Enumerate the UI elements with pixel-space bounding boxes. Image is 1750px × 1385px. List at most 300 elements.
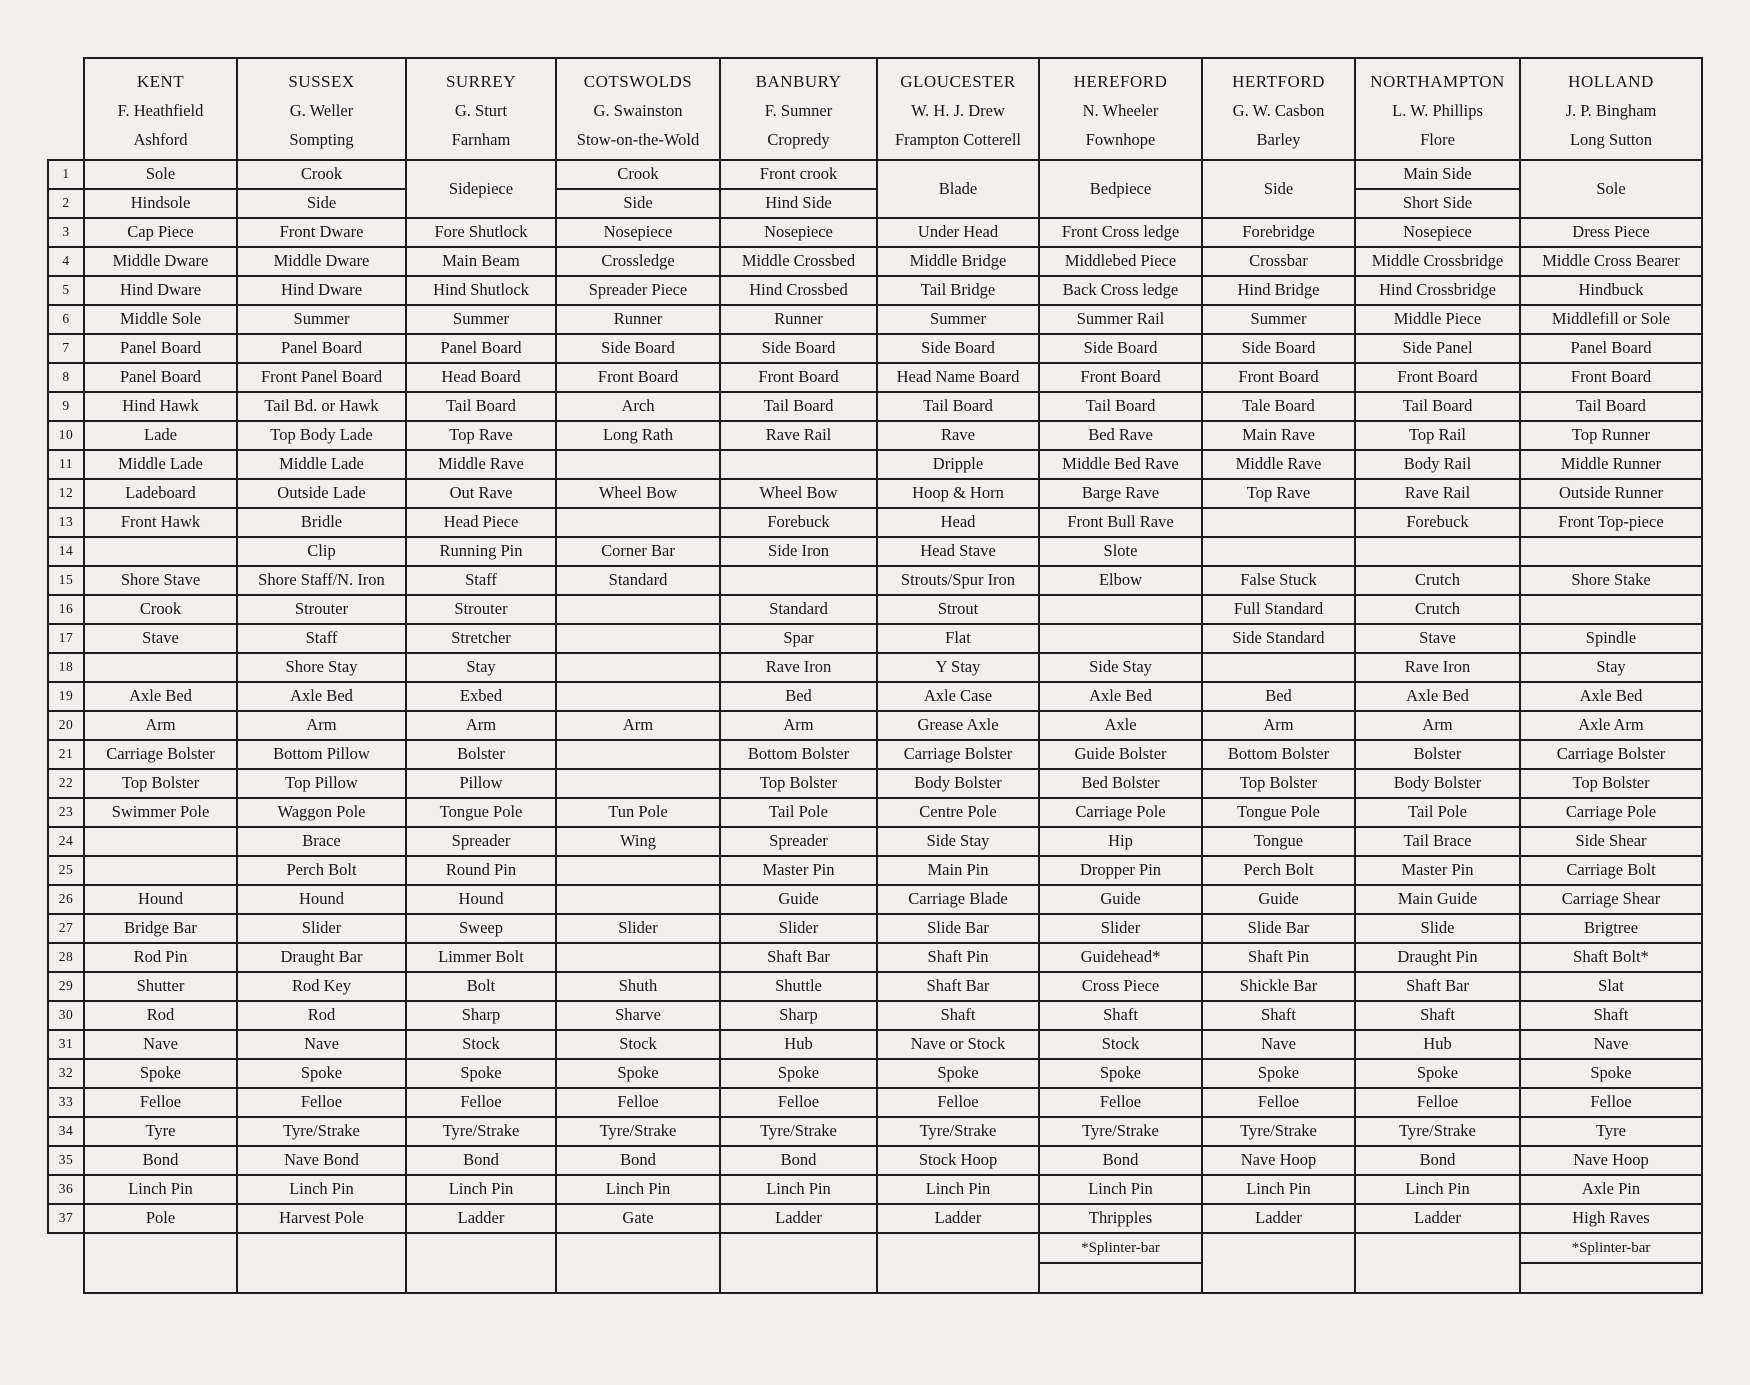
cell-cotswolds: Arm bbox=[556, 711, 720, 740]
cell-banbury: Front crook bbox=[720, 160, 877, 189]
table-row bbox=[48, 1030, 1702, 1059]
table-row bbox=[48, 1001, 1702, 1030]
cell-holland: Middle Runner bbox=[1520, 450, 1702, 479]
cell-kent: Nave bbox=[84, 1030, 237, 1059]
cell-holland: Panel Board bbox=[1520, 334, 1702, 363]
cell-kent: Shutter bbox=[84, 972, 237, 1001]
cell-northampton: Master Pin bbox=[1355, 856, 1520, 885]
cell-sussex: Shore Stay bbox=[237, 653, 406, 682]
row-number: 4 bbox=[48, 247, 84, 276]
cell-sussex: Harvest Pole bbox=[237, 1204, 406, 1233]
cell-sussex: Clip bbox=[237, 537, 406, 566]
cell-surrey: Head Piece bbox=[406, 508, 556, 537]
cell-hertford: Summer bbox=[1202, 305, 1355, 334]
cell-hertford bbox=[1202, 653, 1355, 682]
cell-banbury: Spar bbox=[720, 624, 877, 653]
cell-kent: Arm bbox=[84, 711, 237, 740]
column-header-northampton bbox=[1355, 58, 1520, 160]
table-row bbox=[48, 1117, 1702, 1146]
row-number: 37 bbox=[48, 1204, 84, 1233]
cell-banbury: Arm bbox=[720, 711, 877, 740]
table-row bbox=[48, 189, 1702, 218]
footnote-kent bbox=[84, 1233, 237, 1293]
cell-banbury: Sharp bbox=[720, 1001, 877, 1030]
cell-northampton: Forebuck bbox=[1355, 508, 1520, 537]
column-county: SUSSEX bbox=[288, 72, 355, 91]
cell-sussex: Rod bbox=[237, 1001, 406, 1030]
cell-northampton: Nosepiece bbox=[1355, 218, 1520, 247]
cell-sussex: Middle Dware bbox=[237, 247, 406, 276]
cell-sussex: Panel Board bbox=[237, 334, 406, 363]
cell-cotswolds bbox=[556, 508, 720, 537]
column-place: Flore bbox=[1420, 130, 1455, 149]
cell-kent: Top Bolster bbox=[84, 769, 237, 798]
row-number: 7 bbox=[48, 334, 84, 363]
cell-sussex: Axle Bed bbox=[237, 682, 406, 711]
cell-holland: Nave Hoop bbox=[1520, 1146, 1702, 1175]
cell-cotswolds: Spreader Piece bbox=[556, 276, 720, 305]
cell-gloucester: Rave bbox=[877, 421, 1039, 450]
cell-northampton: Crutch bbox=[1355, 595, 1520, 624]
cell-cotswolds: Crossledge bbox=[556, 247, 720, 276]
cell-cotswolds: Front Board bbox=[556, 363, 720, 392]
cell-hereford: Tail Board bbox=[1039, 392, 1202, 421]
cell-northampton: Side Panel bbox=[1355, 334, 1520, 363]
cell-surrey: Top Rave bbox=[406, 421, 556, 450]
cell-banbury: Tyre/Strake bbox=[720, 1117, 877, 1146]
cell-hereford: Axle Bed bbox=[1039, 682, 1202, 711]
cell-surrey: Panel Board bbox=[406, 334, 556, 363]
cell-sussex: Side bbox=[237, 189, 406, 218]
column-header-gloucester bbox=[877, 58, 1039, 160]
cell-cotswolds bbox=[556, 885, 720, 914]
row-number: 20 bbox=[48, 711, 84, 740]
row-number: 35 bbox=[48, 1146, 84, 1175]
column-informant: N. Wheeler bbox=[1082, 101, 1159, 120]
cell-surrey: Bolster bbox=[406, 740, 556, 769]
cell-hertford: Side Board bbox=[1202, 334, 1355, 363]
table-row bbox=[48, 421, 1702, 450]
cell-holland: Front Top-piece bbox=[1520, 508, 1702, 537]
cell-northampton: Body Bolster bbox=[1355, 769, 1520, 798]
cell-banbury: Bed bbox=[720, 682, 877, 711]
cell-holland: Spoke bbox=[1520, 1059, 1702, 1088]
cell-banbury: Hind Crossbed bbox=[720, 276, 877, 305]
cell-banbury: Tail Board bbox=[720, 392, 877, 421]
table-row bbox=[48, 914, 1702, 943]
cell-cotswolds: Wheel Bow bbox=[556, 479, 720, 508]
cell-surrey: Stretcher bbox=[406, 624, 556, 653]
cell-gloucester: Tail Bridge bbox=[877, 276, 1039, 305]
cell-cotswolds: Tyre/Strake bbox=[556, 1117, 720, 1146]
cell-surrey: Felloe bbox=[406, 1088, 556, 1117]
cell-northampton: Slide bbox=[1355, 914, 1520, 943]
row-number: 23 bbox=[48, 798, 84, 827]
cell-hertford: Guide bbox=[1202, 885, 1355, 914]
cell-hertford: Shaft Pin bbox=[1202, 943, 1355, 972]
cell-gloucester: Spoke bbox=[877, 1059, 1039, 1088]
table-row bbox=[48, 363, 1702, 392]
cell-hereford: Hip bbox=[1039, 827, 1202, 856]
table-row bbox=[48, 392, 1702, 421]
cell-surrey: Head Board bbox=[406, 363, 556, 392]
cell-hertford bbox=[1202, 537, 1355, 566]
cell-hereford: Guide Bolster bbox=[1039, 740, 1202, 769]
cell-kent: Carriage Bolster bbox=[84, 740, 237, 769]
cell-northampton: Middle Crossbridge bbox=[1355, 247, 1520, 276]
column-header-holland bbox=[1520, 58, 1702, 160]
cell-kent: Sole bbox=[84, 160, 237, 189]
column-county: GLOUCESTER bbox=[900, 72, 1016, 91]
cell-holland: Felloe bbox=[1520, 1088, 1702, 1117]
table-row bbox=[48, 740, 1702, 769]
column-informant: J. P. Bingham bbox=[1565, 101, 1657, 120]
cell-sussex: Top Body Lade bbox=[237, 421, 406, 450]
row-number: 18 bbox=[48, 653, 84, 682]
cell-northampton: Top Rail bbox=[1355, 421, 1520, 450]
cell-banbury: Runner bbox=[720, 305, 877, 334]
cell-holland: Carriage Bolt bbox=[1520, 856, 1702, 885]
cell-northampton: Bolster bbox=[1355, 740, 1520, 769]
cell-cotswolds: Spoke bbox=[556, 1059, 720, 1088]
cell-hertford: False Stuck bbox=[1202, 566, 1355, 595]
cell-sussex: Spoke bbox=[237, 1059, 406, 1088]
cell-sussex: Arm bbox=[237, 711, 406, 740]
cell-hertford: Full Standard bbox=[1202, 595, 1355, 624]
cell-surrey: Fore Shutlock bbox=[406, 218, 556, 247]
cell-cotswolds: Long Rath bbox=[556, 421, 720, 450]
cell-gloucester: Y Stay bbox=[877, 653, 1039, 682]
table-row bbox=[48, 1146, 1702, 1175]
cell-banbury: Shuttle bbox=[720, 972, 877, 1001]
cell-cotswolds: Stock bbox=[556, 1030, 720, 1059]
cell-banbury: Shaft Bar bbox=[720, 943, 877, 972]
row-number: 10 bbox=[48, 421, 84, 450]
cell-northampton: Axle Bed bbox=[1355, 682, 1520, 711]
cell-cotswolds: Slider bbox=[556, 914, 720, 943]
cell-gloucester: Side Stay bbox=[877, 827, 1039, 856]
footnote-blank-holland bbox=[1520, 1263, 1702, 1293]
cell-holland: Outside Runner bbox=[1520, 479, 1702, 508]
cell-kent: Front Hawk bbox=[84, 508, 237, 537]
footnote-cotswolds bbox=[556, 1233, 720, 1293]
column-informant: G. W. Casbon bbox=[1232, 101, 1325, 120]
cell-hereford bbox=[1039, 595, 1202, 624]
cell-gloucester: Hoop & Horn bbox=[877, 479, 1039, 508]
row-number: 21 bbox=[48, 740, 84, 769]
cell-sussex: Linch Pin bbox=[237, 1175, 406, 1204]
cell-hereford: Guide bbox=[1039, 885, 1202, 914]
cell-hertford: Hind Bridge bbox=[1202, 276, 1355, 305]
table-row bbox=[48, 943, 1702, 972]
cell-kent: Rod bbox=[84, 1001, 237, 1030]
cell-holland: Shaft Bolt* bbox=[1520, 943, 1702, 972]
table-row bbox=[48, 1204, 1702, 1233]
cell-sussex: Nave Bond bbox=[237, 1146, 406, 1175]
cell-hereford: Middlebed Piece bbox=[1039, 247, 1202, 276]
cell-hertford-merged: Side bbox=[1202, 160, 1355, 218]
cell-hertford: Perch Bolt bbox=[1202, 856, 1355, 885]
cell-sussex: Rod Key bbox=[237, 972, 406, 1001]
cell-surrey: Pillow bbox=[406, 769, 556, 798]
cell-gloucester: Felloe bbox=[877, 1088, 1039, 1117]
cell-sussex: Front Panel Board bbox=[237, 363, 406, 392]
row-number: 16 bbox=[48, 595, 84, 624]
cell-surrey: Hound bbox=[406, 885, 556, 914]
cell-cotswolds bbox=[556, 682, 720, 711]
cell-kent bbox=[84, 537, 237, 566]
cell-hereford: Side Stay bbox=[1039, 653, 1202, 682]
cell-surrey: Ladder bbox=[406, 1204, 556, 1233]
footnote-spacer bbox=[48, 1263, 84, 1293]
cell-sussex: Hind Dware bbox=[237, 276, 406, 305]
cell-sussex: Crook bbox=[237, 160, 406, 189]
column-informant: G. Swainston bbox=[593, 101, 683, 120]
cell-banbury: Spoke bbox=[720, 1059, 877, 1088]
cell-northampton: Ladder bbox=[1355, 1204, 1520, 1233]
cell-hertford: Middle Rave bbox=[1202, 450, 1355, 479]
row-number: 8 bbox=[48, 363, 84, 392]
footnote-spacer bbox=[48, 1233, 84, 1263]
cell-surrey: Main Beam bbox=[406, 247, 556, 276]
cell-surrey: Sweep bbox=[406, 914, 556, 943]
cell-holland: Axle Arm bbox=[1520, 711, 1702, 740]
cell-hereford: Middle Bed Rave bbox=[1039, 450, 1202, 479]
table-row bbox=[48, 334, 1702, 363]
cell-cotswolds: Crook bbox=[556, 160, 720, 189]
cell-surrey: Staff bbox=[406, 566, 556, 595]
cell-holland: Tyre bbox=[1520, 1117, 1702, 1146]
cell-gloucester: Centre Pole bbox=[877, 798, 1039, 827]
cell-cotswolds: Felloe bbox=[556, 1088, 720, 1117]
row-number: 30 bbox=[48, 1001, 84, 1030]
row-number: 12 bbox=[48, 479, 84, 508]
corner-cell bbox=[48, 58, 84, 160]
cell-holland: Side Shear bbox=[1520, 827, 1702, 856]
cell-surrey: Tail Board bbox=[406, 392, 556, 421]
cell-northampton: Tail Board bbox=[1355, 392, 1520, 421]
cell-hereford: Thripples bbox=[1039, 1204, 1202, 1233]
column-header-hereford bbox=[1039, 58, 1202, 160]
cell-gloucester: Stock Hoop bbox=[877, 1146, 1039, 1175]
cell-holland bbox=[1520, 595, 1702, 624]
cell-cotswolds: Side Board bbox=[556, 334, 720, 363]
table-row bbox=[48, 160, 1702, 189]
cell-hereford: Barge Rave bbox=[1039, 479, 1202, 508]
cell-gloucester: Head bbox=[877, 508, 1039, 537]
cell-gloucester: Dripple bbox=[877, 450, 1039, 479]
cell-cotswolds: Shuth bbox=[556, 972, 720, 1001]
cell-banbury: Nosepiece bbox=[720, 218, 877, 247]
column-informant: W. H. J. Drew bbox=[911, 101, 1005, 120]
column-place: Long Sutton bbox=[1569, 130, 1653, 149]
column-informant: G. Weller bbox=[289, 101, 354, 120]
footnote-blank-hereford bbox=[1039, 1263, 1202, 1293]
cell-northampton: Main Guide bbox=[1355, 885, 1520, 914]
cell-hereford: Linch Pin bbox=[1039, 1175, 1202, 1204]
cell-gloucester: Linch Pin bbox=[877, 1175, 1039, 1204]
cell-surrey: Middle Rave bbox=[406, 450, 556, 479]
cell-kent bbox=[84, 827, 237, 856]
column-place: Frampton Cotterell bbox=[894, 130, 1022, 149]
cell-hertford: Main Rave bbox=[1202, 421, 1355, 450]
cell-kent: Bond bbox=[84, 1146, 237, 1175]
cell-hereford: Front Board bbox=[1039, 363, 1202, 392]
cell-banbury: Master Pin bbox=[720, 856, 877, 885]
cell-northampton bbox=[1355, 537, 1520, 566]
cell-banbury: Hub bbox=[720, 1030, 877, 1059]
column-header-surrey bbox=[406, 58, 556, 160]
cell-hereford: Bed Rave bbox=[1039, 421, 1202, 450]
cell-sussex: Bottom Pillow bbox=[237, 740, 406, 769]
cell-holland: Tail Board bbox=[1520, 392, 1702, 421]
row-number: 11 bbox=[48, 450, 84, 479]
cell-holland: Top Bolster bbox=[1520, 769, 1702, 798]
cell-northampton: Body Rail bbox=[1355, 450, 1520, 479]
footnote-sussex bbox=[237, 1233, 406, 1293]
cell-hertford: Nave Hoop bbox=[1202, 1146, 1355, 1175]
table-row bbox=[48, 856, 1702, 885]
cell-kent: Middle Sole bbox=[84, 305, 237, 334]
footnote-hereford: *Splinter-bar bbox=[1039, 1233, 1202, 1263]
cell-sussex: Middle Lade bbox=[237, 450, 406, 479]
table-row bbox=[48, 450, 1702, 479]
cell-kent: Hindsole bbox=[84, 189, 237, 218]
column-county: COTSWOLDS bbox=[583, 72, 693, 91]
cell-kent: Hind Dware bbox=[84, 276, 237, 305]
cell-banbury: Bond bbox=[720, 1146, 877, 1175]
cell-surrey: Hind Shutlock bbox=[406, 276, 556, 305]
cell-northampton: Crutch bbox=[1355, 566, 1520, 595]
cell-gloucester: Ladder bbox=[877, 1204, 1039, 1233]
cell-hertford: Top Rave bbox=[1202, 479, 1355, 508]
cell-gloucester: Under Head bbox=[877, 218, 1039, 247]
cell-surrey: Round Pin bbox=[406, 856, 556, 885]
table-row bbox=[48, 508, 1702, 537]
cell-sussex: Tyre/Strake bbox=[237, 1117, 406, 1146]
cell-banbury: Standard bbox=[720, 595, 877, 624]
cell-cotswolds: Side bbox=[556, 189, 720, 218]
cell-hereford bbox=[1039, 624, 1202, 653]
column-county: SURREY bbox=[445, 72, 517, 91]
cell-kent: Pole bbox=[84, 1204, 237, 1233]
cell-hereford: Stock bbox=[1039, 1030, 1202, 1059]
cell-sussex: Outside Lade bbox=[237, 479, 406, 508]
table-row bbox=[48, 1175, 1702, 1204]
cell-kent: Shore Stave bbox=[84, 566, 237, 595]
cell-gloucester: Tyre/Strake bbox=[877, 1117, 1039, 1146]
cell-gloucester: Flat bbox=[877, 624, 1039, 653]
cell-sussex: Slider bbox=[237, 914, 406, 943]
column-header-cotswolds bbox=[556, 58, 720, 160]
cell-surrey-merged: Sidepiece bbox=[406, 160, 556, 218]
cell-banbury: Slider bbox=[720, 914, 877, 943]
cell-banbury: Rave Rail bbox=[720, 421, 877, 450]
cell-northampton: Stave bbox=[1355, 624, 1520, 653]
cell-kent: Middle Dware bbox=[84, 247, 237, 276]
cell-hereford: Back Cross ledge bbox=[1039, 276, 1202, 305]
cell-hertford: Linch Pin bbox=[1202, 1175, 1355, 1204]
cell-hertford: Spoke bbox=[1202, 1059, 1355, 1088]
table-row bbox=[48, 798, 1702, 827]
table-row bbox=[48, 218, 1702, 247]
table-row bbox=[48, 885, 1702, 914]
cell-hereford: Elbow bbox=[1039, 566, 1202, 595]
column-header-kent bbox=[84, 58, 237, 160]
cell-holland: Middlefill or Sole bbox=[1520, 305, 1702, 334]
column-county: KENT bbox=[136, 72, 185, 91]
cell-hertford: Front Board bbox=[1202, 363, 1355, 392]
cell-surrey: Tyre/Strake bbox=[406, 1117, 556, 1146]
table-row bbox=[48, 595, 1702, 624]
cell-holland: Axle Pin bbox=[1520, 1175, 1702, 1204]
cell-cotswolds: Wing bbox=[556, 827, 720, 856]
cell-banbury: Felloe bbox=[720, 1088, 877, 1117]
cell-sussex: Brace bbox=[237, 827, 406, 856]
cell-surrey: Stock bbox=[406, 1030, 556, 1059]
column-header-sussex bbox=[237, 58, 406, 160]
cell-hertford: Tongue Pole bbox=[1202, 798, 1355, 827]
cell-banbury: Top Bolster bbox=[720, 769, 877, 798]
cell-hereford: Guidehead* bbox=[1039, 943, 1202, 972]
cell-kent: Hind Hawk bbox=[84, 392, 237, 421]
cell-hertford: Slide Bar bbox=[1202, 914, 1355, 943]
cell-gloucester-merged: Blade bbox=[877, 160, 1039, 218]
table-row bbox=[48, 479, 1702, 508]
row-number: 25 bbox=[48, 856, 84, 885]
cell-sussex: Strouter bbox=[237, 595, 406, 624]
cell-northampton: Short Side bbox=[1355, 189, 1520, 218]
cell-northampton: Tyre/Strake bbox=[1355, 1117, 1520, 1146]
cell-kent: Cap Piece bbox=[84, 218, 237, 247]
cell-northampton: Shaft bbox=[1355, 1001, 1520, 1030]
cell-surrey: Summer bbox=[406, 305, 556, 334]
cell-holland: Dress Piece bbox=[1520, 218, 1702, 247]
table-row bbox=[48, 769, 1702, 798]
cell-holland: Hindbuck bbox=[1520, 276, 1702, 305]
cell-hertford: Bottom Bolster bbox=[1202, 740, 1355, 769]
cell-gloucester: Head Stave bbox=[877, 537, 1039, 566]
cell-banbury: Bottom Bolster bbox=[720, 740, 877, 769]
cell-gloucester: Nave or Stock bbox=[877, 1030, 1039, 1059]
row-number: 32 bbox=[48, 1059, 84, 1088]
cell-hertford: Shickle Bar bbox=[1202, 972, 1355, 1001]
cell-hertford: Bed bbox=[1202, 682, 1355, 711]
footnote-gloucester bbox=[877, 1233, 1039, 1293]
wagon-terms-table bbox=[47, 57, 1703, 1294]
cell-gloucester: Grease Axle bbox=[877, 711, 1039, 740]
cell-northampton: Linch Pin bbox=[1355, 1175, 1520, 1204]
cell-surrey: Out Rave bbox=[406, 479, 556, 508]
cell-hereford: Bed Bolster bbox=[1039, 769, 1202, 798]
cell-kent: Linch Pin bbox=[84, 1175, 237, 1204]
cell-surrey: Bond bbox=[406, 1146, 556, 1175]
row-number: 34 bbox=[48, 1117, 84, 1146]
table-row bbox=[48, 827, 1702, 856]
cell-holland: Top Runner bbox=[1520, 421, 1702, 450]
cell-holland: Stay bbox=[1520, 653, 1702, 682]
column-county: HEREFORD bbox=[1073, 72, 1168, 91]
cell-kent: Panel Board bbox=[84, 334, 237, 363]
cell-cotswolds bbox=[556, 943, 720, 972]
cell-kent bbox=[84, 856, 237, 885]
cell-gloucester: Middle Bridge bbox=[877, 247, 1039, 276]
cell-surrey: Limmer Bolt bbox=[406, 943, 556, 972]
table-row bbox=[48, 537, 1702, 566]
cell-holland bbox=[1520, 537, 1702, 566]
cell-banbury: Middle Crossbed bbox=[720, 247, 877, 276]
table-row bbox=[48, 276, 1702, 305]
